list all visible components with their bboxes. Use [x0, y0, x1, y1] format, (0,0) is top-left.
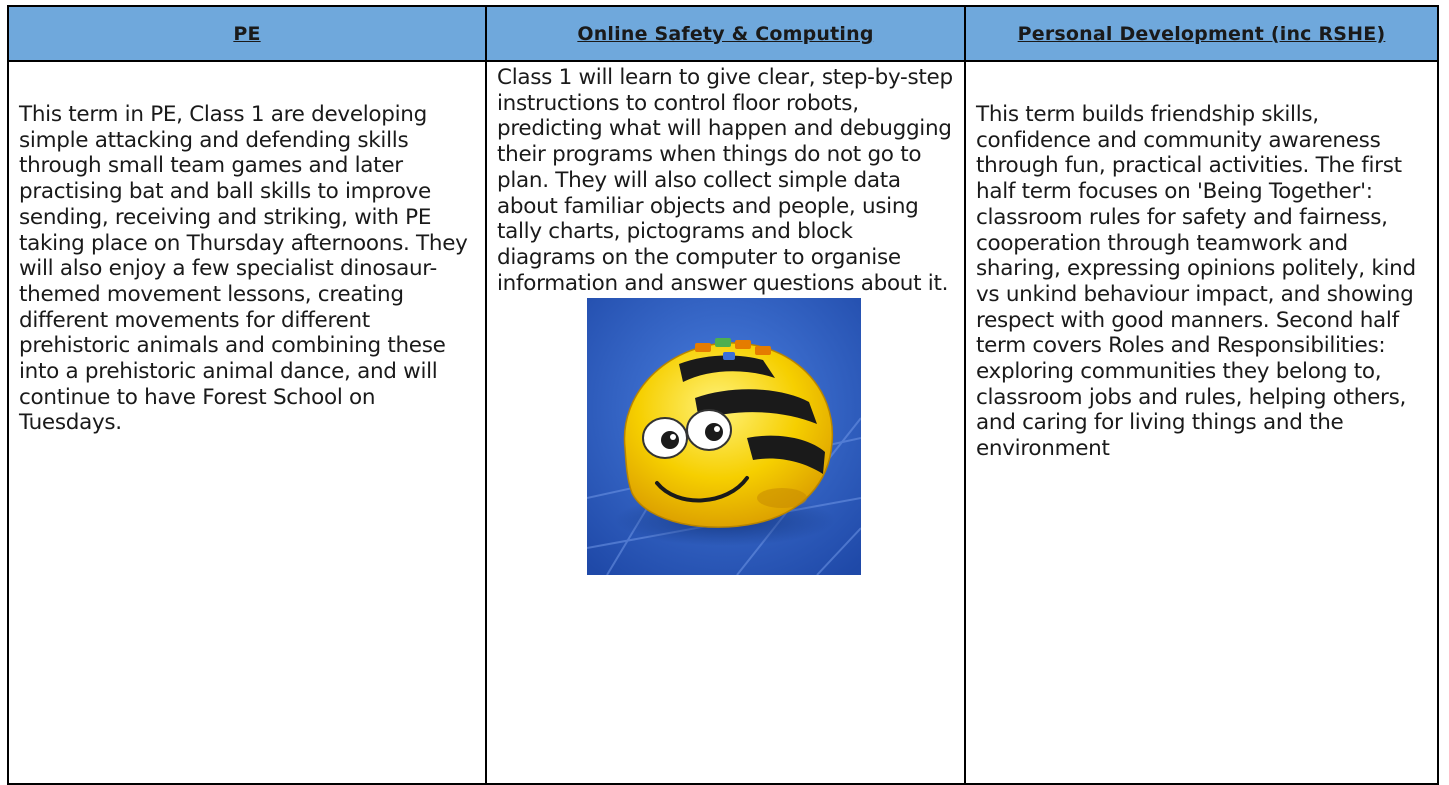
computing-cell	[486, 61, 965, 784]
personal-development-description: This term builds friendship skills, confidence and community awareness through fun, practical activities. The first half term focuses on 'Being Together': classroom rules for safety and fairness, cooperation through teamwork and sharing, expressing opinions politely, kind vs unkind behaviour impact, and showing respect with good manners. Second half term covers Roles and Responsibilities: exploring communities they belong to, classroom jobs and rules, helping others, and caring for living things and the environment	[976, 102, 1416, 462]
pe-cell	[8, 61, 486, 784]
computing-description: Class 1 will learn to give clear, step-by-step instructions to control floor robots, predicting what will happen and debugging their programs when things do not go to plan. They will also collect simple data about familiar objects and people, using tally charts, pictograms and block diagrams on the computer to organise information and answer questions about it.	[497, 65, 953, 296]
pe-description: This term in PE, Class 1 are developing simple attacking and defending skills through small team games and later practising bat and ball skills to improve sending, receiving and striking, with PE taking place on Thursday afternoons. They will also enjoy a few specialist dinosaur-themed movement lessons, creating different movements for different prehistoric animals and combining these into a prehistoric animal dance, and will continue to have Forest School on Tuesdays.	[19, 102, 468, 436]
header-computing: Online Safety & Computing	[486, 6, 965, 61]
curriculum-table	[7, 5, 1439, 785]
header-personal-development: Personal Development (inc RSHE)	[965, 6, 1438, 61]
header-pe: PE	[8, 6, 486, 61]
header-row	[8, 6, 1438, 61]
personal-development-cell	[965, 61, 1438, 784]
content-row	[8, 61, 1438, 784]
bee-bot-robot-image	[587, 298, 861, 575]
